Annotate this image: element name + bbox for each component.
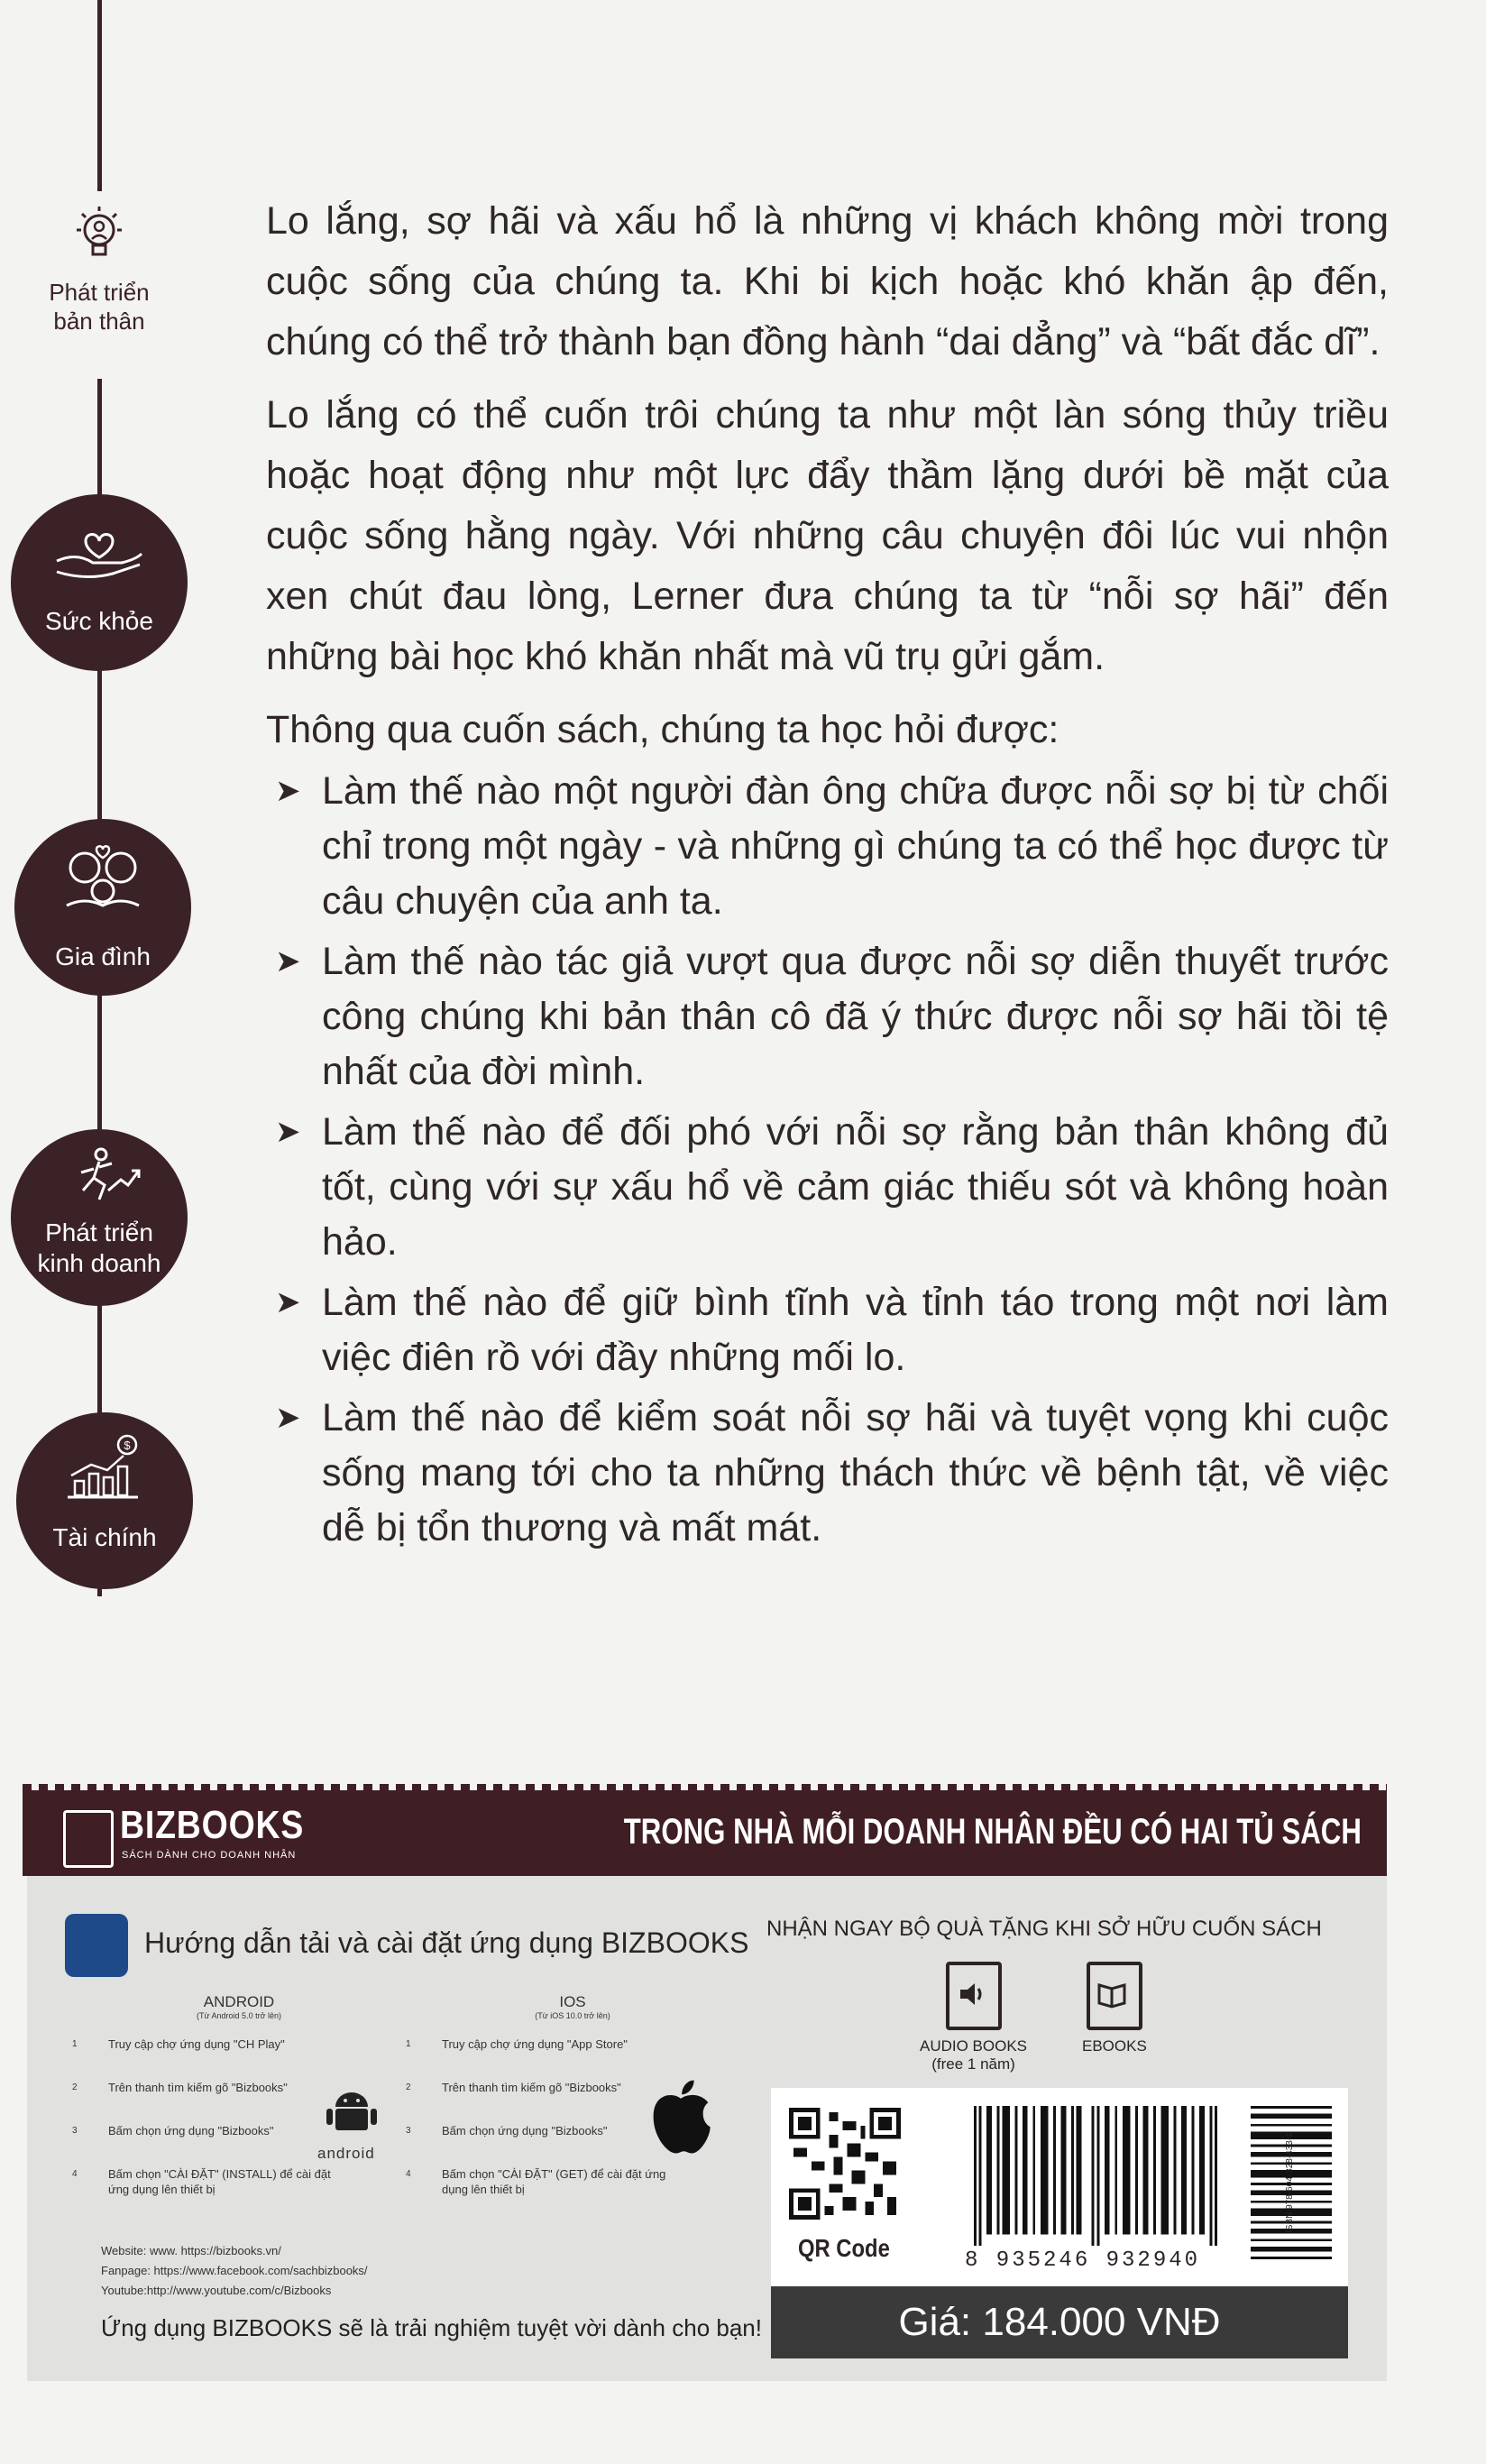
category-label: Tài chính	[52, 1523, 157, 1551]
gift-ebooks	[1082, 1962, 1147, 2055]
app-title: Hướng dẫn tải và cài đặt ứng dụng BIZBOOKS	[144, 1926, 749, 1959]
os-requirement: (Từ Android 5.0 trở lên)	[197, 2011, 281, 2020]
gift-sublabel: (free 1 năm)	[931, 2055, 1015, 2073]
arrow-icon: ➤	[275, 1115, 301, 1149]
step: 2 Trên thanh tìm kiếm gõ "Bizbooks"	[72, 2081, 288, 2094]
svg-text:$: $	[124, 1439, 131, 1452]
apple-icon	[645, 2076, 717, 2157]
arrow-icon: ➤	[275, 1401, 301, 1435]
os-name: ANDROID	[203, 1993, 275, 2010]
description	[266, 191, 1389, 1561]
arrow-icon: ➤	[275, 944, 301, 979]
arrow-icon: ➤	[275, 774, 301, 808]
category-family	[14, 819, 191, 996]
youtube-link[interactable]: Youtube:http://www.youtube.com/c/Bizbooks	[101, 2284, 332, 2297]
category-business-development	[11, 1129, 188, 1306]
ebook-icon	[1087, 1962, 1142, 2030]
website-link[interactable]: Website: www. https://bizbooks.vn/	[101, 2244, 281, 2257]
category-label: Phát triển kinh doanh	[37, 1218, 161, 1277]
os-name: IOS	[559, 1993, 586, 2010]
step: 3 Bấm chọn ứng dụng "Bizbooks"	[406, 2124, 608, 2138]
category-personal-development	[27, 203, 171, 336]
runner-chart-icon	[54, 1145, 144, 1209]
family-icon	[53, 842, 152, 915]
bizbooks-app-icon	[65, 1914, 128, 1977]
lightbulb-icon	[68, 203, 131, 266]
list-item	[266, 934, 1389, 1099]
bizbooks-logo-icon	[63, 1810, 114, 1868]
intro-line: Thông qua cuốn sách, chúng ta học hỏi được:	[266, 708, 1059, 751]
list-item-text: Làm thế nào để kiểm soát nỗi sợ hãi và tuyệt vọng khi cuộc sống mang tới cho ta những thách thức về bệnh tật, về việc dễ bị tổn thương và mất mát.	[322, 1396, 1389, 1549]
step-text: Bấm chọn ứng dụng "Bizbooks"	[442, 2124, 608, 2138]
gift-label: AUDIO BOOKS	[920, 2037, 1028, 2055]
list-item-text: Làm thế nào tác giả vượt qua được nỗi sợ diễn thuyết trước công chúng khi bản thân cô đã ý thức được nỗi sợ hãi tồi tệ nhất của đời mình.	[322, 940, 1389, 1093]
slogan: TRONG NHÀ MỖI DOANH NHÂN ĐỀU CÓ HAI TỦ SÁCH	[623, 1812, 1362, 1852]
hands-heart-icon	[50, 521, 149, 584]
os-requirement: (Từ iOS 10.0 trở lên)	[535, 2011, 610, 2020]
category-label: Phát triển bản thân	[49, 279, 150, 335]
list-item	[266, 1275, 1389, 1385]
qr-label: QR Code	[798, 2234, 890, 2262]
step: 3 Bấm chọn ứng dụng "Bizbooks"	[72, 2124, 274, 2138]
category-health	[11, 494, 188, 671]
category-label: Sức khỏe	[45, 607, 153, 635]
list-item	[266, 1105, 1389, 1270]
step: 4 Bấm chọn "CÀI ĐẶT" (GET) để cài đặt ứng dụng lên thiết bị	[406, 2167, 666, 2196]
step-text: Bấm chọn ứng dụng "Bizbooks"	[108, 2124, 274, 2138]
lessons-list	[266, 764, 1389, 1556]
barcode-number: 8 935246 932940	[965, 2248, 1201, 2273]
step: 2 Trên thanh tìm kiếm gõ "Bizbooks"	[406, 2081, 621, 2094]
list-item	[266, 764, 1389, 929]
app-info-panel	[27, 1876, 1387, 2381]
android-icon	[325, 2083, 379, 2138]
publisher-logo: BIZBOOKS	[120, 1803, 305, 1847]
step-text: Truy cập chợ ứng dụng "App Store"	[442, 2037, 628, 2051]
step-text: Trên thanh tìm kiếm gõ "Bizbooks"	[108, 2081, 288, 2094]
step: 1 Truy cập chợ ứng dụng "App Store"	[406, 2037, 628, 2051]
category-label: Gia đình	[55, 942, 151, 970]
fanpage-link[interactable]: Fanpage: https://www.facebook.com/sachbizbooks/	[101, 2264, 368, 2277]
list-item	[266, 1391, 1389, 1556]
list-item-text: Làm thế nào để đối phó với nỗi sợ rằng bản thân không đủ tốt, cùng với sự xấu hổ về cảm giác thiếu sót và không hoàn hảo.	[322, 1110, 1389, 1264]
step-text: Truy cập chợ ứng dụng "CH Play"	[108, 2037, 285, 2051]
arrow-icon: ➤	[275, 1285, 301, 1319]
step: 4 Bấm chọn "CÀI ĐẶT" (INSTALL) để cài đặt ứng dụng lên thiết bị	[72, 2167, 331, 2196]
app-tagline: Ứng dụng BIZBOOKS sẽ là trải nghiệm tuyệt vời dành cho bạn!	[101, 2314, 762, 2341]
android-column	[72, 1993, 406, 2210]
barcode	[974, 2106, 1217, 2246]
publisher-logo-subtitle: SÁCH DÀNH CHO DOANH NHÂN	[122, 1850, 297, 1861]
timeline-line	[97, 0, 102, 191]
gift-label: EBOOKS	[1082, 2037, 1147, 2055]
list-item-text: Làm thế nào để giữ bình tĩnh và tỉnh táo trong một nơi làm việc điên rồ với đầy những mối lo.	[322, 1281, 1389, 1379]
isbn-text: ISBN 978-604-328-433-1	[1285, 2132, 1295, 2233]
barcode-area	[771, 2088, 1348, 2286]
bar-chart-coin-icon	[55, 1432, 154, 1504]
list-item-text: Làm thế nào một người đàn ông chữa được nỗi sợ bị từ chối chỉ trong một ngày - và những gì chúng ta có thể học được từ câu chuyện của anh ta.	[322, 769, 1389, 923]
category-finance	[16, 1412, 193, 1589]
paragraph: Lo lắng có thể cuốn trôi chúng ta như một làn sóng thủy triều hoặc hoạt động như một lực đẩy thầm lặng dưới bề mặt của cuộc sống hằng ngày. Với những câu chuyện đôi lúc vui nhộn xen chút đau lòng, Lerner đưa chúng ta từ “nỗi sợ hãi” đến những bài học khó khăn nhất mà vũ trụ gửi gắm.	[266, 393, 1389, 678]
step-text: Bấm chọn "CÀI ĐẶT" (INSTALL) để cài đặt ứng dụng lên thiết bị	[108, 2167, 331, 2196]
step-text: Bấm chọn "CÀI ĐẶT" (GET) để cài đặt ứng dụng lên thiết bị	[442, 2167, 666, 2196]
android-wordmark: android	[317, 2145, 375, 2162]
qr-code[interactable]	[789, 2108, 901, 2220]
contact-links	[101, 2241, 368, 2301]
price-label: Giá: 184.000 VNĐ	[771, 2286, 1348, 2358]
step-text: Trên thanh tìm kiếm gõ "Bizbooks"	[442, 2081, 621, 2094]
audiobook-icon	[946, 1962, 1002, 2030]
paragraph: Lo lắng, sợ hãi và xấu hổ là những vị khách không mời trong cuộc sống của chúng ta. Khi bi kịch hoặc khó khăn ập đến, chúng có thể trở thành bạn đồng hành “dai dẳng” và “bất đắc dĩ”.	[266, 199, 1389, 363]
ios-column	[406, 1993, 739, 2210]
publisher-band	[23, 1790, 1387, 1876]
gift-title: NHẬN NGAY BỘ QUÀ TẶNG KHI SỞ HỮU CUỐN SÁCH	[766, 1917, 1322, 1941]
gift-audiobooks	[920, 1962, 1027, 2073]
step: 1 Truy cập chợ ứng dụng "CH Play"	[72, 2037, 285, 2051]
